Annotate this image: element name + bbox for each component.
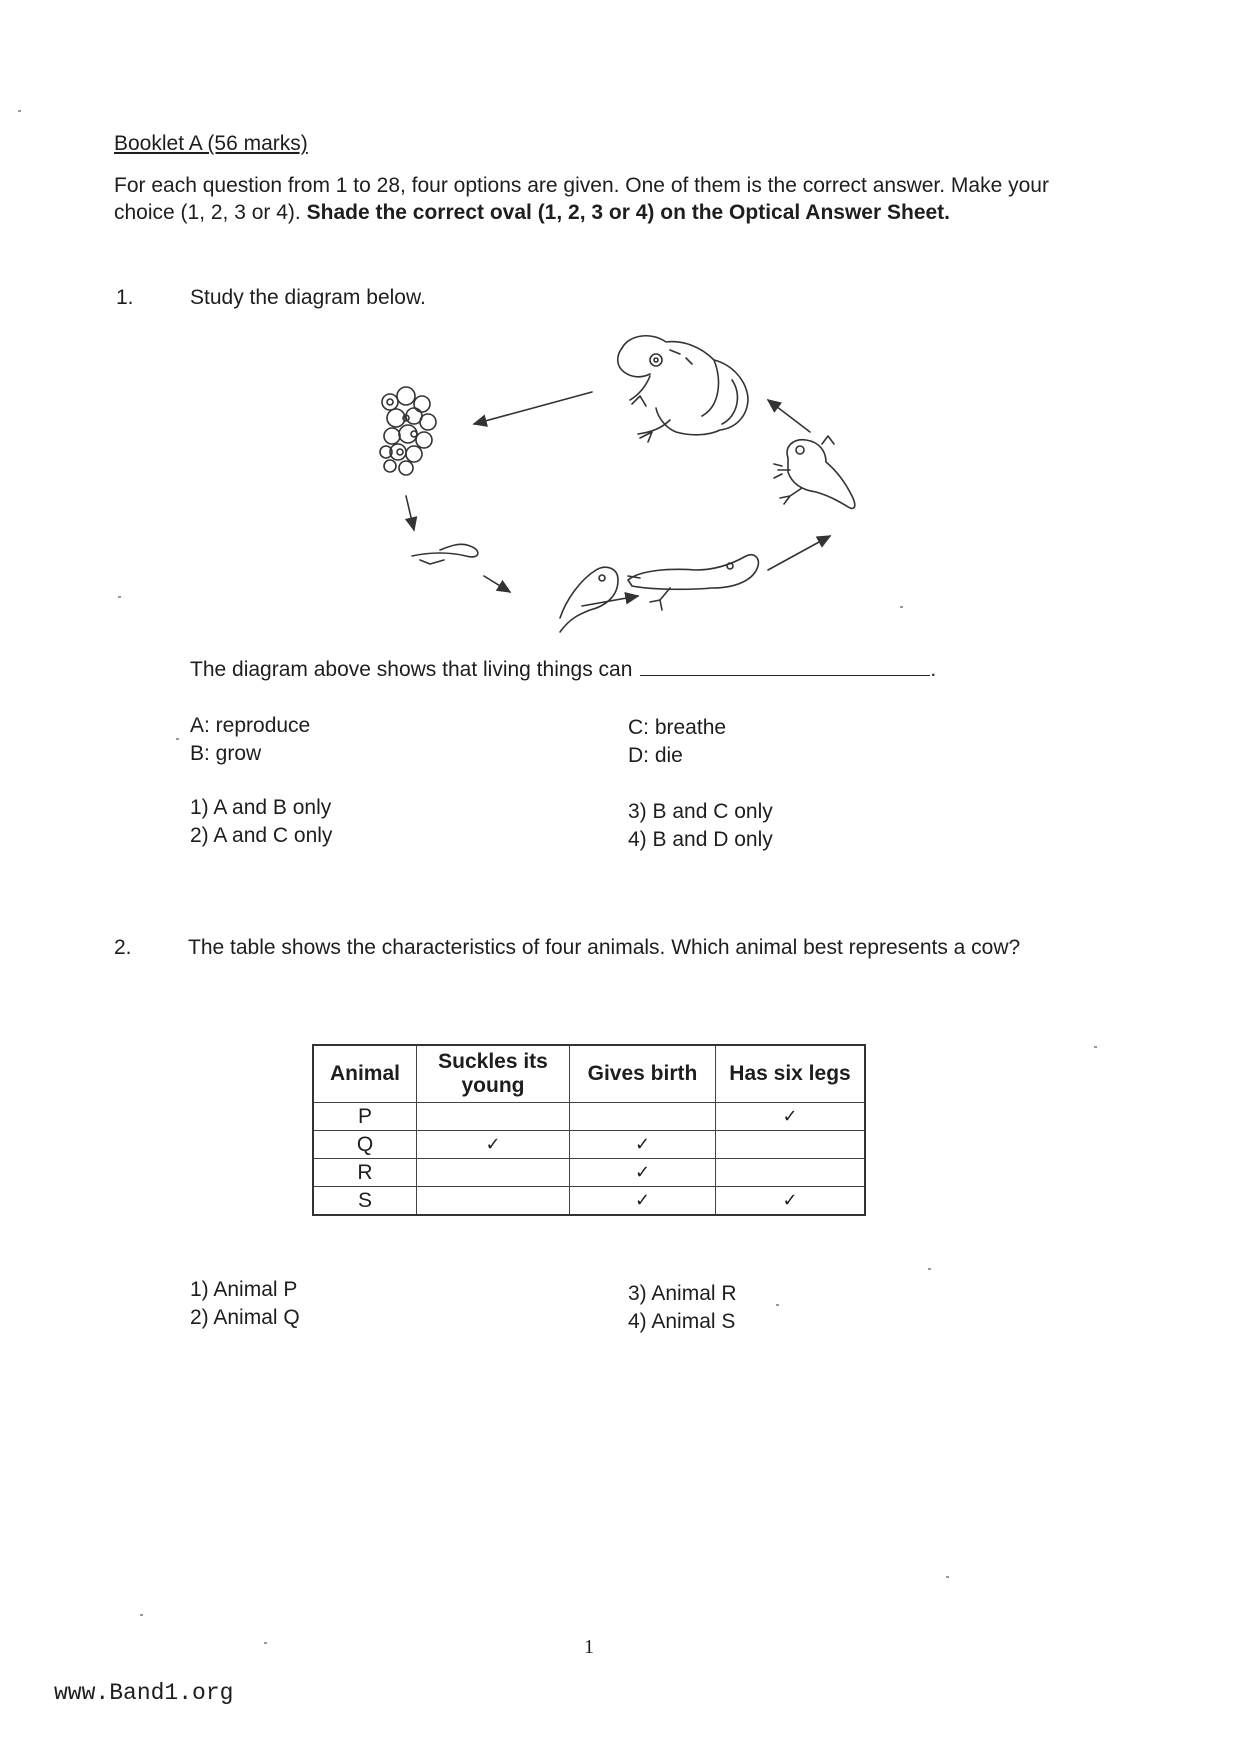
q2-text: The table shows the characteristics of four animals. Which animal best represents a cow? — [188, 936, 1021, 959]
table-row — [313, 1187, 865, 1216]
table-row — [313, 1103, 865, 1131]
table-cell-animal: Q — [313, 1131, 417, 1159]
q1-prompt: Study the diagram below. — [190, 286, 426, 309]
q1-option-3: 3) B and C only — [628, 800, 773, 823]
scan-speck — [946, 1576, 949, 1578]
q2-option-1: 1) Animal P — [190, 1278, 298, 1301]
instructions-plain: For each question from 1 to 28, four options are given. One of them is the correct answer. Make your choice (1, 2, 3 or 4). — [114, 174, 1049, 224]
q2-number: 2. — [114, 936, 132, 959]
table-header: Gives birth — [570, 1045, 716, 1103]
scan-speck — [140, 1614, 143, 1616]
frog-life-cycle-diagram — [370, 320, 870, 640]
table-header: Animal — [313, 1045, 417, 1103]
q1-statement-c: C: breathe — [628, 716, 727, 739]
scan-speck — [900, 606, 903, 608]
animal-characteristics-table — [312, 1044, 866, 1216]
table-cell — [417, 1187, 570, 1216]
q1-stem-text: The diagram above shows that living things can — [190, 658, 633, 681]
footer-url: www.Band1.org — [54, 1680, 234, 1706]
scan-speck — [264, 1642, 267, 1644]
table-cell — [417, 1159, 570, 1187]
cycle-arrows — [406, 392, 830, 606]
q1-number: 1. — [116, 286, 134, 309]
table-cell-animal: P — [313, 1103, 417, 1131]
table-cell: ✓ — [570, 1131, 716, 1159]
table-header: Suckles its young — [417, 1045, 570, 1103]
q1-option-2: 2) A and C only — [190, 824, 333, 847]
table-row — [313, 1131, 865, 1159]
booklet-heading: Booklet A (56 marks) — [114, 132, 308, 155]
froglet-drawing — [774, 436, 855, 508]
q1-option-4: 4) B and D only — [628, 828, 773, 851]
tadpole-with-legs-drawing — [628, 555, 758, 610]
scan-speck — [1094, 1046, 1097, 1048]
adult-frog-drawing — [618, 336, 748, 442]
table-cell-animal: R — [313, 1159, 417, 1187]
q1-stem — [190, 658, 936, 682]
scan-speck — [776, 1304, 779, 1306]
q1-statement-a: A: reproduce — [190, 714, 311, 737]
table-cell: ✓ — [417, 1131, 570, 1159]
q1-stem-period: . — [930, 658, 937, 681]
table-header-row — [313, 1045, 865, 1103]
scan-speck — [118, 596, 121, 598]
scan-speck — [18, 110, 21, 112]
hatchling-drawing — [412, 544, 478, 564]
tadpole-drawing — [560, 567, 618, 632]
q1-statement-b: B: grow — [190, 742, 262, 765]
table-cell: ✓ — [570, 1187, 716, 1216]
table-cell: ✓ — [716, 1187, 866, 1216]
q2-option-4: 4) Animal S — [628, 1310, 736, 1333]
table-row — [313, 1159, 865, 1187]
q2-option-3: 3) Animal R — [628, 1282, 737, 1305]
instructions-bold: Shade the correct oval (1, 2, 3 or 4) on the Optical Answer Sheet. — [306, 201, 951, 224]
page-number: 1 — [584, 1636, 594, 1658]
table-cell — [716, 1131, 866, 1159]
instructions — [114, 172, 1064, 226]
table-cell-animal: S — [313, 1187, 417, 1216]
q1-option-1: 1) A and B only — [190, 796, 332, 819]
table-cell: ✓ — [716, 1103, 866, 1131]
table-cell — [417, 1103, 570, 1131]
frog-eggs-drawing — [380, 387, 436, 475]
q1-statement-d: D: die — [628, 744, 683, 767]
table-cell: ✓ — [570, 1159, 716, 1187]
table-cell — [570, 1103, 716, 1131]
table-cell — [716, 1159, 866, 1187]
scan-speck — [176, 738, 179, 740]
q2-option-2: 2) Animal Q — [190, 1306, 300, 1329]
scan-speck — [928, 1268, 931, 1270]
table-header: Has six legs — [716, 1045, 866, 1103]
answer-blank — [640, 659, 930, 676]
